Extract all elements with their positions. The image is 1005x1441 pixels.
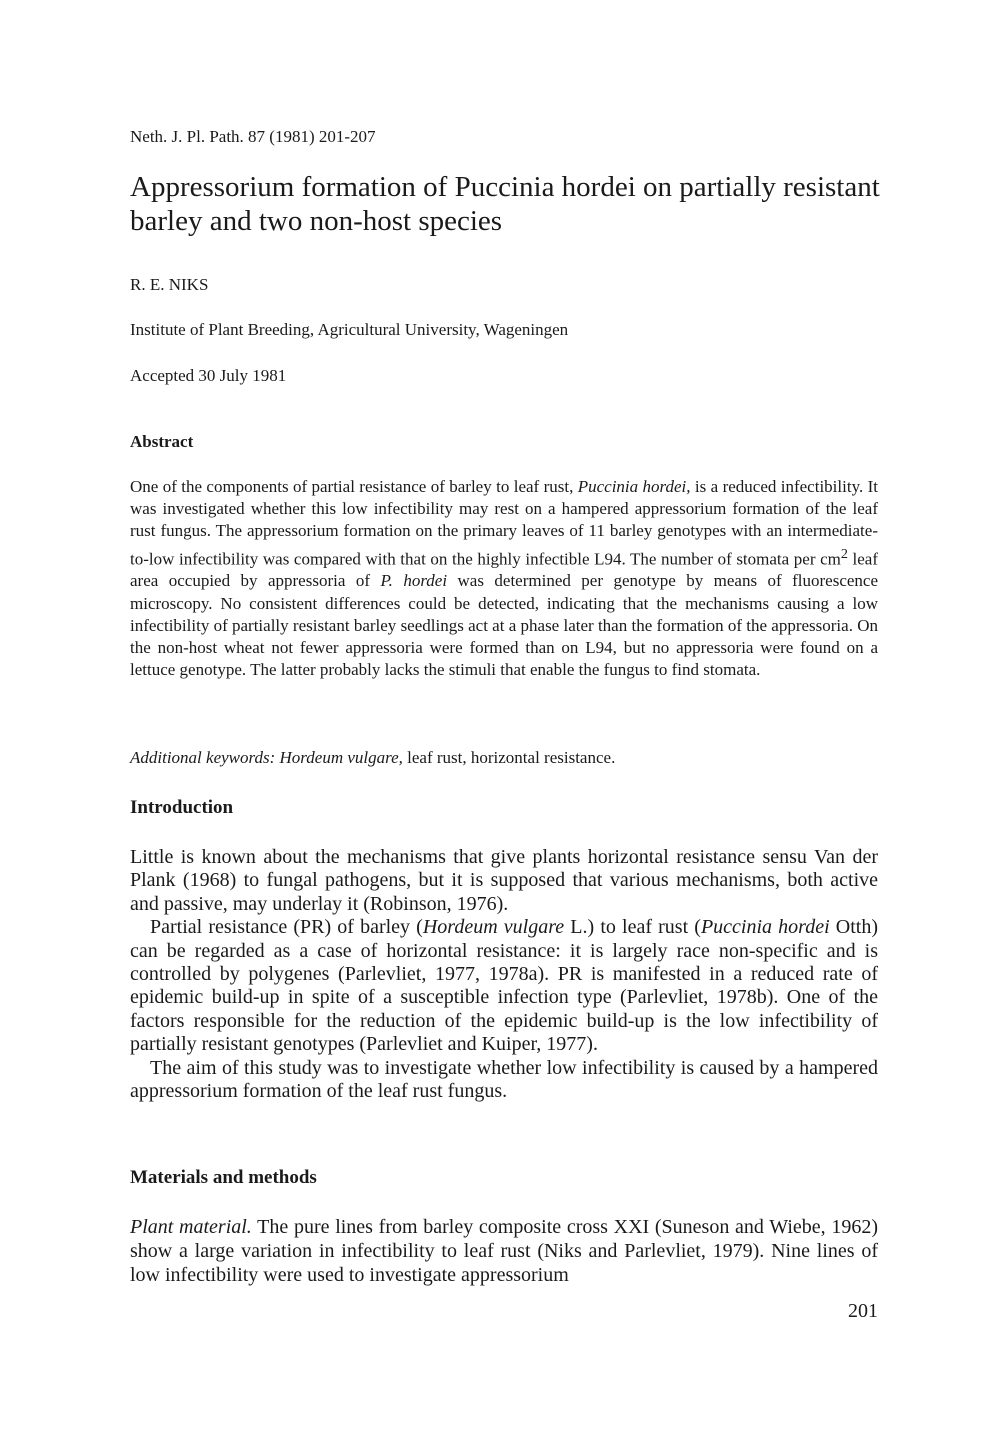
methods-text: The pure lines from barley composite cross XXI (Suneson and Wiebe, 1962) show a large variation in infectibility to leaf rust (Niks and Parlevliet, 1979). Nine lines of low infectibility were used to investigate appressorium — [130, 1216, 878, 1286]
author-affiliation: Institute of Plant Breeding, Agricultural University, Wageningen — [130, 320, 569, 339]
methods-heading: Materials and methods — [130, 1167, 317, 1188]
keywords-label: Additional keywords: — [130, 748, 280, 767]
intro-italic: Puccinia hordei — [700, 916, 830, 939]
intro-segment: L.) to leaf rust ( — [564, 916, 701, 939]
intro-paragraph-2 — [130, 916, 878, 1056]
intro-paragraph-1: Little is known about the mechanisms that give plants horizontal resistance sensu Van der Plank (1968) to fungal pathogens, but it is supposed that various mechanisms, both active and passive, may underlay it (Robinson, 1976). — [130, 846, 878, 915]
abstract-italic-species: P. hordei — [380, 571, 448, 591]
abstract-text — [130, 476, 878, 681]
methods-subheading: Plant material. — [130, 1216, 252, 1238]
abstract-segment: is a reduced infectibility. It was investigated whether this low infectibility may rest on a hampered appressorium formation of the leaf rust fungus. The appressorium formation on the primary leaves of 11 barley genotypes with an intermediate-to-low infectibility was compared with that on the highly infectible L94. The number of stomata per cm — [130, 477, 878, 569]
additional-keywords — [130, 748, 615, 768]
author-name: R. E. NIKS — [130, 275, 209, 294]
article-title: Appressorium formation of Puccinia hordei on partially resistant barley and two non-host species — [130, 171, 880, 237]
methods-paragraph — [130, 1215, 878, 1287]
intro-segment: Partial resistance (PR) of barley ( — [150, 916, 423, 939]
abstract-heading: Abstract — [130, 432, 194, 451]
abstract-italic-species: Puccinia hordei, — [577, 477, 691, 496]
abstract-segment: One of the components of partial resistance of barley to leaf rust, — [130, 477, 578, 496]
journal-reference: Neth. J. Pl. Path. 87 (1981) 201-207 — [130, 127, 376, 146]
intro-paragraph-3: The aim of this study was to investigate whether low infectibility is caused by a hampered appressorium formation of the leaf rust fungus. — [130, 1056, 878, 1103]
abstract-segment: was determined per genotype by means of fluorescence microscopy. No consistent differences could be detected, indicating that the mechanisms causing a low infectibility of partially resistant barley seedlings act at a phase later than the formation of the appressoria. On the non-host wheat not fewer appressoria were formed than on L94, but no appressoria were found on a lettuce genotype. The latter probably lacks the stimuli that enable the fungus to find stomata. — [130, 571, 879, 680]
introduction-body — [130, 846, 878, 1103]
keywords-italic: Hordeum vulgare, — [279, 748, 403, 767]
introduction-heading: Introduction — [130, 797, 234, 818]
intro-segment: Otth) can be regarded as a case of horizontal resistance: it is largely race non-specific and is controlled by polygenes (Parlevliet, 1977, 1978a). PR is manifested in a reduced rate of epidemic build-up in spite of a susceptible infection type (Parlevliet, 1978b). One of the factors responsible for the reduction of the epidemic build-up is the low infectibility of partially resistant genotypes (Parlevliet and Kuiper, 1977). — [130, 916, 878, 1056]
keywords-rest: leaf rust, horizontal resistance. — [402, 748, 616, 767]
accepted-date: Accepted 30 July 1981 — [130, 366, 287, 385]
page-number: 201 — [848, 1300, 878, 1322]
intro-italic: Hordeum vulgare — [422, 916, 565, 939]
abstract-segment: leaf area occupied by appressoria of — [130, 549, 878, 591]
abstract-superscript: 2 — [840, 545, 848, 562]
